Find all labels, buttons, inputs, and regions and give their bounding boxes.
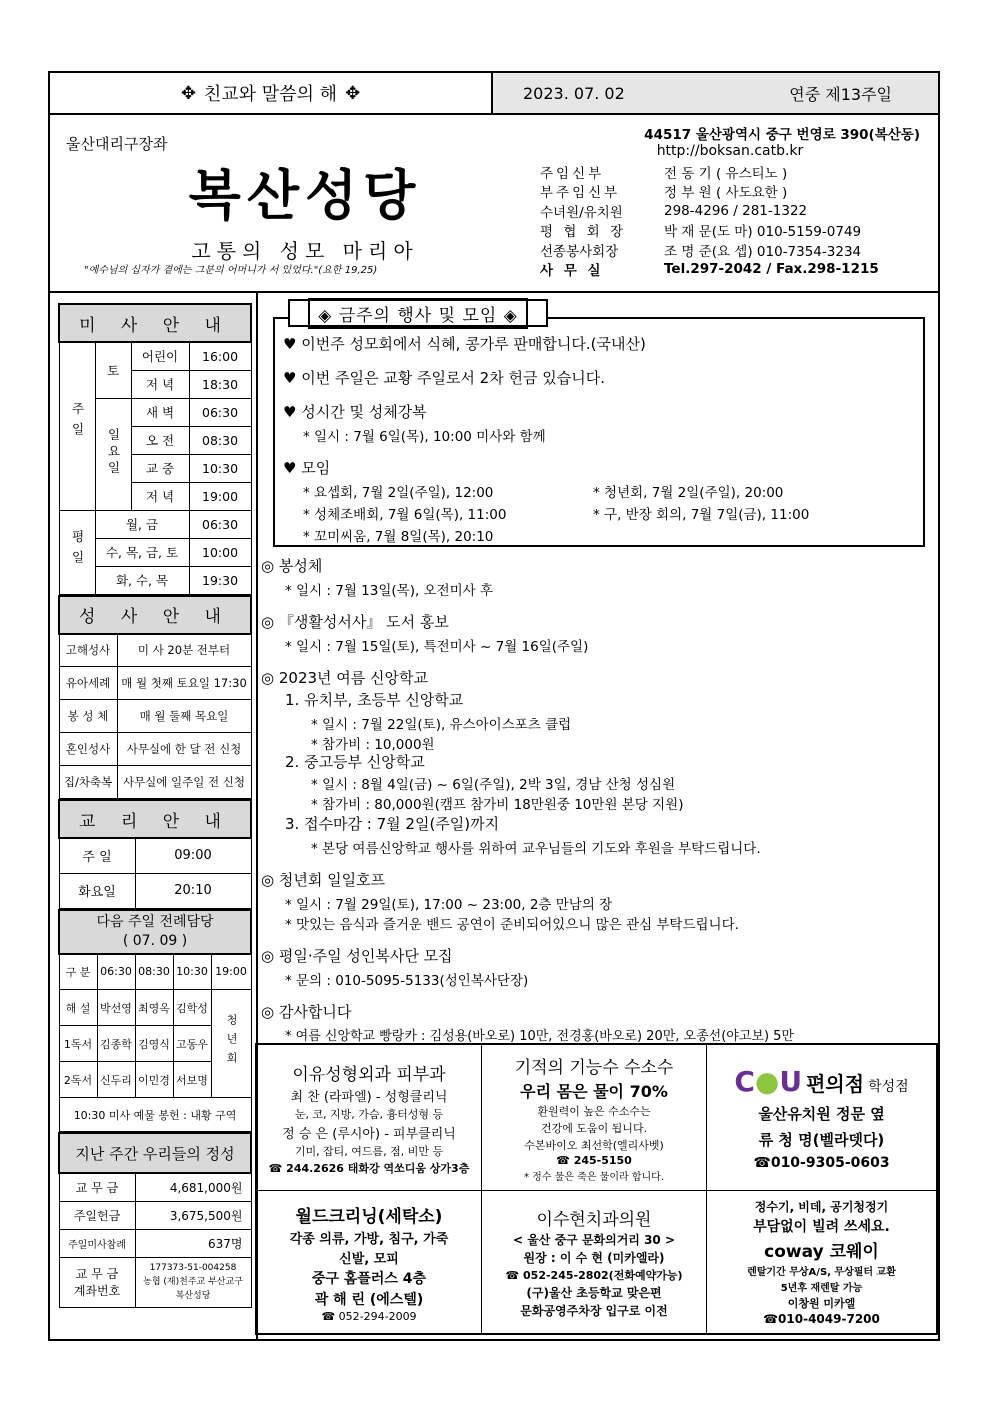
subsection-heading: 2. 중고등부 신앙학교 (285, 753, 425, 771)
catechism-day: 주 일 (59, 838, 135, 873)
offering-name: 주일미사참례 (59, 1229, 135, 1257)
sacrament-value: 미 사 20분 전부터 (117, 634, 251, 667)
liturgy-person: 김학성 (173, 990, 211, 1026)
saturday-label: 토 (95, 342, 131, 398)
subsection-heading: 1. 유치부, 초등부 신앙학교 (285, 691, 464, 709)
mass-name: 저 녁 (131, 370, 189, 398)
mass-time: 06:30 (189, 398, 251, 426)
ad-coway (707, 1191, 936, 1333)
liturgy-person: 고동우 (173, 1026, 211, 1062)
offering-name: 교 무 금 (59, 1173, 135, 1201)
contact-row (540, 240, 920, 260)
ad-phone: ☎ 052-294-2009 (321, 1309, 417, 1323)
account-label: 교 무 금 계좌번호 (59, 1257, 135, 1307)
ad-line: 정수기, 비데, 공기청정기 (754, 1200, 889, 1214)
liturgy-date: ( 07. 09 ) (122, 932, 188, 949)
mass-name: 오 전 (131, 426, 189, 454)
bulletin-frame (48, 71, 940, 1341)
ad-convenience-store (707, 1045, 936, 1191)
ad-dental (482, 1191, 707, 1333)
contact-role: 부주임신부 (540, 185, 621, 202)
section-detail: * 일시 : 7월 13일(목), 오전미사 후 (285, 583, 494, 599)
ad-line: 류 청 명(벨라뎃다) (758, 1130, 885, 1149)
events-box (273, 317, 925, 547)
section-detail: * 문의 : 010-5095-5133(성인복사단장) (285, 973, 529, 989)
liturgy-table (58, 909, 252, 1133)
offering-table (58, 1132, 252, 1308)
sacrament-table (58, 595, 252, 800)
sacrament-value: 매 월 첫째 토요일 17:30 (117, 667, 251, 700)
offering-note: 10:30 미사 예물 봉헌 : 내황 구역 (59, 1098, 251, 1132)
ad-title: 이유성형외과 피부과 (292, 1064, 446, 1085)
catechism-day: 화요일 (59, 873, 135, 908)
section-detail: * 여름 신앙학교 빵랑카 : 김성용(바오로) 10만, 전경홍(바오로) 20만, 오종선(야고보) 5만 (285, 1029, 794, 1044)
mass-time: 18:30 (189, 370, 251, 398)
offering-name: 주일헌금 (59, 1201, 135, 1229)
diamond-cross-icon: ✥ (345, 82, 361, 104)
offering-value: 3,675,500원 (135, 1201, 251, 1229)
liturgy-header (59, 910, 251, 954)
ad-phone: ☎ 052-245-2802(전화예약가능) (505, 1269, 683, 1282)
section-detail: * 참가비 : 80,000원(캠프 참가비 18만원중 10만원 본당 지원) (311, 797, 684, 813)
event-detail: * 일시 : 7월 6일(목), 10:00 미사와 함께 (303, 429, 546, 445)
contact-row (540, 221, 920, 241)
contact-value: Tel.297-2042 / Fax.298-1215 (664, 261, 879, 278)
mass-time: 10:30 (189, 454, 251, 482)
ad-line: * 정수 물은 죽은 물이라 합니다. (524, 1171, 664, 1183)
catechism-time: 20:10 (135, 873, 251, 908)
contact-row (540, 201, 920, 221)
liturgy-role: 해 설 (59, 990, 97, 1026)
section-detail: * 일시 : 7월 15일(토), 특전미사 ~ 7월 16일(주일) (285, 639, 589, 655)
sacrament-title: 성 사 안 내 (59, 596, 251, 634)
sacrament-value: 매 월 둘째 목요일 (117, 700, 251, 733)
account-info: 177373-51-004258 농협 (재)천주교 부산교구 복산성당 (135, 1257, 251, 1307)
offering-value: 4,681,000원 (135, 1173, 251, 1201)
ad-line: < 울산 중구 문화의거리 30 > (512, 1233, 676, 1247)
ad-title: 월드크리닝(세탁소) (295, 1206, 443, 1227)
offering-value: 637명 (135, 1229, 251, 1257)
ad-line: 부담없이 빌려 쓰세요. (753, 1219, 890, 1235)
section-detail: * 본당 여름신앙학교 행사를 위하여 교우님들의 기도와 후원을 부탁드립니다. (311, 841, 761, 857)
ad-title: coway 코웨이 (764, 1242, 879, 1262)
year-theme-box (50, 73, 493, 113)
events-title: ◈ 금주의 행사 및 모임 ◈ (308, 298, 528, 329)
sacrament-name: 집/차축복 (59, 766, 117, 799)
contact-value: 조 명 준(요 셉) 010-7354-3234 (664, 243, 862, 260)
ad-water (482, 1045, 707, 1191)
ad-phone: ☎010-9305-0603 (753, 1154, 890, 1171)
youth-group-label: 청년회 (211, 990, 251, 1098)
contact-value: 정 부 원 ( 사도요한 ) (664, 185, 788, 202)
diamond-cross-icon: ✥ (180, 82, 196, 104)
ad-line: 수본바이오 최선학(엘리사벳) (524, 1138, 664, 1152)
church-name-logo: 복산성당 (188, 163, 422, 227)
ad-line: 정 승 은 (루시아) - 피부클리닉 (282, 1126, 456, 1142)
contact-info (540, 123, 920, 279)
ad-line: 렌탈기간 무상A/S, 무상필터 교환 (747, 1267, 896, 1278)
ad-line: 신발, 모피 (339, 1251, 399, 1267)
ad-line: 중구 홈플러스 4층 (311, 1270, 427, 1287)
contact-role: 선종봉사회장 (540, 243, 619, 260)
liturgy-role: 1독서 (59, 1026, 97, 1062)
contact-role: 수녀원/유치원 (540, 204, 623, 221)
mass-days: 월, 금 (95, 510, 189, 538)
section-detail: * 맛있는 음식과 즐거운 밴드 공연이 준비되어있으니 많은 관심 부탁드립니다. (285, 917, 739, 933)
contact-row (540, 260, 920, 280)
mass-title: 미 사 안 내 (59, 304, 251, 342)
catechism-title: 교 리 안 내 (59, 800, 251, 838)
mass-name: 저 녁 (131, 482, 189, 510)
top-bar (50, 73, 938, 115)
event-item: ♥ 모임 (283, 459, 331, 477)
liturgy-title: 다음 주일 전례담당 (96, 913, 214, 930)
meeting-item: * 요셉회, 7월 2일(주일), 12:00 (303, 485, 494, 501)
liturgy-col-header: 10:30 (173, 954, 211, 990)
liturgy-person: 서보명 (173, 1062, 211, 1098)
event-item: ♥ 이번주 성모회에서 식혜, 콩가루 판매합니다.(국내산) (283, 335, 646, 353)
ad-line: 문화공영주차장 입구로 이전 (520, 1304, 668, 1318)
section-heading: ◎ 평일·주일 성인복사단 모집 (261, 947, 453, 965)
meeting-item: * 성체조배회, 7월 6일(목), 11:00 (303, 507, 507, 523)
ad-laundry (257, 1191, 482, 1333)
ad-line: 눈, 코, 지방, 가슴, 흉터성형 등 (294, 1107, 444, 1121)
meeting-item: * 구, 반장 회의, 7월 7일(금), 11:00 (593, 507, 810, 523)
liturgy-role: 2독서 (59, 1062, 97, 1098)
sacrament-name: 유아세례 (59, 667, 117, 700)
mass-time: 06:30 (189, 510, 251, 538)
catechism-time: 09:00 (135, 838, 251, 873)
header (50, 115, 938, 293)
mass-time: 10:00 (189, 538, 251, 566)
section-detail: * 일시 : 7월 29일(토), 17:00 ~ 23:00, 2층 만남의 장 (285, 897, 613, 913)
section-heading: ◎ 2023년 여름 신앙학교 (261, 669, 428, 687)
contact-role: 사 무 실 (540, 263, 604, 280)
ad-line: 건강에 도움이 됩니다. (540, 1121, 648, 1135)
contact-row (540, 182, 920, 202)
section-detail: * 일시 : 8월 4일(금) ~ 6일(주일), 2박 3일, 경남 산청 성심원 (311, 777, 676, 793)
mass-schedule-table (58, 303, 252, 595)
liturgy-person: 박선영 (97, 990, 135, 1026)
section-heading: ◎ 감사합니다 (261, 1003, 352, 1021)
liturgical-week: 연중 제13주일 (789, 84, 892, 104)
contact-role: 평 협 회 장 (540, 224, 627, 241)
ad-title: 이수현치과의원 (536, 1210, 652, 1230)
ads-grid (255, 1043, 938, 1335)
ad-phone: ☎ 245-5150 (556, 1153, 632, 1167)
sacrament-value: 사무실에 한 달 전 신청 (117, 733, 251, 766)
sacrament-name: 고해성사 (59, 634, 117, 667)
meeting-item: * 꼬미씨움, 7월 8일(목), 20:10 (303, 529, 494, 545)
section-detail: * 참가비 : 10,000원 (311, 737, 435, 753)
subsection-heading: 3. 접수마감 : 7월 2일(주일)까지 (285, 815, 500, 833)
ad-clinic (257, 1045, 482, 1191)
mass-name: 어린이 (131, 342, 189, 370)
sacrament-name: 봉 성 체 (59, 700, 117, 733)
liturgy-person: 최영옥 (135, 990, 173, 1026)
contact-row (540, 162, 920, 182)
events-title-box (288, 299, 548, 327)
mass-time: 19:30 (189, 566, 251, 594)
sidebar (58, 303, 250, 1308)
mass-days: 수, 목, 금, 토 (95, 538, 189, 566)
event-item: ♥ 성시간 및 성체강복 (283, 403, 427, 421)
liturgy-person: 김영식 (135, 1026, 173, 1062)
mass-time: 19:00 (189, 482, 251, 510)
ad-phone: ☎ 244.2626 태화강 역쏘디움 상가3층 (268, 1161, 470, 1175)
meeting-item: * 청년회, 7월 2일(주일), 20:00 (593, 485, 784, 501)
ad-phone: ☎010-4049-7200 (763, 1312, 880, 1326)
year-theme: 친교와 말씀의 해 (203, 84, 338, 105)
ad-line: 최 찬 (라파엘) - 성형클리닉 (290, 1089, 448, 1105)
contact-role: 주임신부 (540, 165, 605, 182)
liturgy-col-header: 06:30 (97, 954, 135, 990)
diocese-label: 울산대리구장좌 (66, 135, 168, 153)
contact-value: 박 재 문(도 마) 010-5159-0749 (664, 224, 862, 241)
date-bar (493, 73, 938, 113)
ad-title: C●U 편의점 학성점 (734, 1064, 909, 1098)
sunday-label: 주일 (59, 342, 95, 510)
liturgy-col-header: 19:00 (211, 954, 251, 990)
ad-line: 기미, 잡티, 여드름, 점, 비만 등 (294, 1144, 444, 1158)
sunday-day-label: 일요일 (95, 398, 131, 510)
ad-line: 우리 몸은 물이 70% (520, 1081, 668, 1101)
sacrament-value: 사무실에 일주일 전 신청 (117, 766, 251, 799)
cu-logo: C●U (734, 1064, 803, 1098)
mass-time: 16:00 (189, 342, 251, 370)
contact-value: 298-4296 / 281-1322 (664, 202, 808, 219)
ad-line: (구)울산 초등학교 맞은편 (526, 1286, 662, 1300)
patron-name: 고통의 성모 마리아 (191, 239, 419, 263)
ad-line: 곽 해 린 (에스텔) (314, 1291, 424, 1308)
scripture-quote: "예수님의 십자가 곁에는 그분의 어머니가 서 있었다."(요한 19,25) (84, 265, 378, 276)
liturgy-col-header: 구 분 (59, 954, 97, 990)
mass-days: 화, 수, 목 (95, 566, 189, 594)
ad-line: 울산유치원 정문 옆 (758, 1104, 885, 1123)
section-heading: ◎ 『생활성서사』 도서 홍보 (261, 613, 449, 631)
liturgy-person: 김종학 (97, 1026, 135, 1062)
mass-name: 교 중 (131, 454, 189, 482)
liturgy-person: 신두리 (97, 1062, 135, 1098)
liturgy-col-header: 08:30 (135, 954, 173, 990)
liturgy-person: 이민경 (135, 1062, 173, 1098)
ad-line: 각종 의류, 가방, 침구, 가죽 (289, 1231, 449, 1247)
catechism-table (58, 799, 252, 909)
contact-value: 전 동 기 ( 유스티노 ) (664, 165, 788, 182)
mass-time: 08:30 (189, 426, 251, 454)
mass-name: 새 벽 (131, 398, 189, 426)
section-heading: ◎ 청년회 일일호프 (261, 871, 386, 889)
ad-line: 원장 : 이 수 현 (미카엘라) (523, 1251, 665, 1265)
event-item: ♥ 이번 주일은 교황 주일로서 2차 헌금 있습니다. (283, 369, 605, 387)
ad-line: 이창원 미카엘 (787, 1297, 856, 1310)
sacrament-name: 혼인성사 (59, 733, 117, 766)
ad-line: 5년후 재렌탈 가능 (780, 1283, 863, 1294)
weekday-label: 평일 (59, 510, 95, 594)
issue-date: 2023. 07. 02 (523, 83, 625, 103)
address: 44517 울산광역시 중구 번영로 390(복산동) (644, 127, 920, 143)
ad-title: 기적의 기능수 수소수 (514, 1057, 674, 1078)
section-heading: ◎ 봉성체 (261, 557, 323, 575)
offering-title: 지난 주간 우리들의 정성 (59, 1133, 251, 1173)
ad-line: 환원력이 높은 수소수는 (537, 1104, 651, 1118)
website-link[interactable]: http://boksan.catb.kr (656, 143, 804, 159)
section-detail: * 일시 : 7월 22일(토), 유스아이스포츠 클럽 (311, 717, 572, 733)
